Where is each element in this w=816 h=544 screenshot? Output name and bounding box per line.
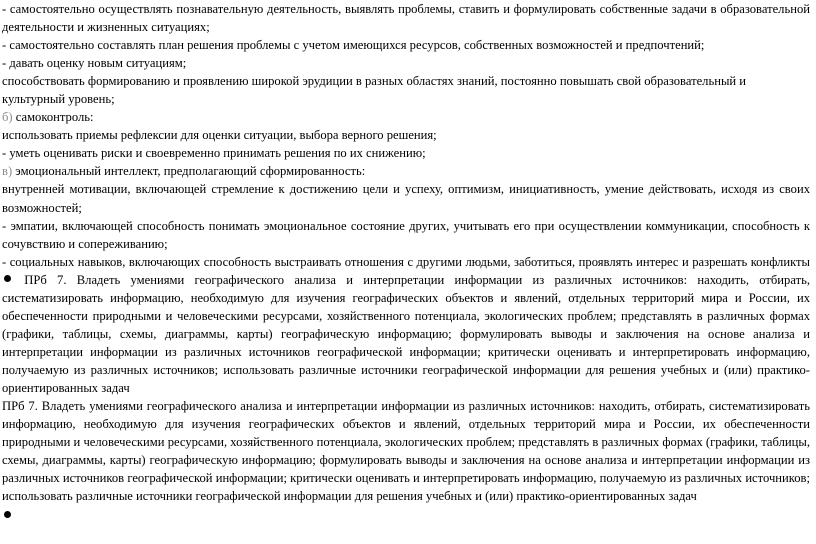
bullet-icon — [4, 275, 11, 282]
heading-emotional-intelligence — [2, 162, 810, 180]
paragraph-social-skills — [2, 253, 810, 397]
geography-skill-text-inline: ПРб 7. Владеть умениями географического анализа и интерпретации информации из различных источников: находить, отбирать, систематизировать информацию, необходимую для изучения географических объектов и явлений, отдельных территорий мира и России, их обеспеченности природными и человеческими ресурсами, хозяйственного потенциала, экологических проблем; представлять в различных формах (графики, таблицы, схемы, диаграммы, карты) географическую информацию; формулировать выводы и заключения на основе анализа и интерпретации информации из различных источников географической информации; критически оценивать и интерпретировать информацию, получаемую из различных источников; использовать различные источники географической информации для решения учебных и (или) практико-ориентированных задач — [2, 272, 810, 395]
paragraph-motivation: внутренней мотивации, включающей стремление к достижению цели и успеху, оптимизм, инициативность, умение действовать, исходя из своих возможностей; — [2, 182, 810, 215]
paragraph-empathy: - эмпатии, включающей способность понимать эмоциональное состояние других, учитывать его при осуществлении коммуникации, способность к сочувствию и сопереживанию; — [2, 218, 810, 251]
paragraph-assess-situations: - давать оценку новым ситуациям; — [2, 56, 187, 71]
heading-self-control-text: самоконтроль: — [12, 110, 94, 125]
paragraph-plan-solution: - самостоятельно составлять план решения проблемы с учетом имеющихся ресурсов, собственных возможностей и предпочтений; — [2, 38, 705, 53]
bullet-icon-end — [4, 511, 11, 518]
paragraph-self-directed-activity: - самостоятельно осуществлять познавательную деятельность, выявлять проблемы, ставить и формулировать собственные задачи в образовательной деятельности и жизненных ситуациях; — [2, 2, 810, 35]
paragraph-erudition: способствовать формированию и проявлению широкой эрудиции в разных областях знаний, постоянно повышать свой образовательный и культурный уровень; — [2, 74, 747, 107]
heading-emotional-intelligence-text: эмоциональный интеллект, предполагающий сформированность: — [12, 164, 366, 179]
paragraph-risk-assessment: - уметь оценивать риски и своевременно принимать решения по их снижению; — [2, 146, 426, 161]
paragraph-reflection: использовать приемы рефлексии для оценки ситуации, выбора верного решения; — [2, 128, 437, 143]
social-skills-text: - социальных навыков, включающих способность выстраивать отношения с другими людьми, заботиться, проявлять интерес и разрешать конфликты — [2, 254, 810, 269]
heading-self-control — [2, 108, 810, 126]
paragraph-geography-skill: ПРб 7. Владеть умениями географического анализа и интерпретации информации из различных источников: находить, отбирать, систематизировать информацию, необходимую для изучения географических объектов и явлений, отдельных территорий мира и России, их обеспеченности природными и человеческими ресурсами, хозяйственного потенциала, экологических проблем; представлять в различных формах (графики, таблицы, схемы, диаграммы, карты) географическую информацию; формулировать выводы и заключения на основе анализа и интерпретации информации из различных источников географической информации; критически оценивать и интерпретировать информацию, получаемую из различных источников; использовать различные источники географической информации для решения учебных и (или) практико-ориентированных задач — [2, 399, 810, 504]
list-label-v: в) — [2, 164, 13, 179]
list-label-b: б) — [2, 110, 13, 125]
